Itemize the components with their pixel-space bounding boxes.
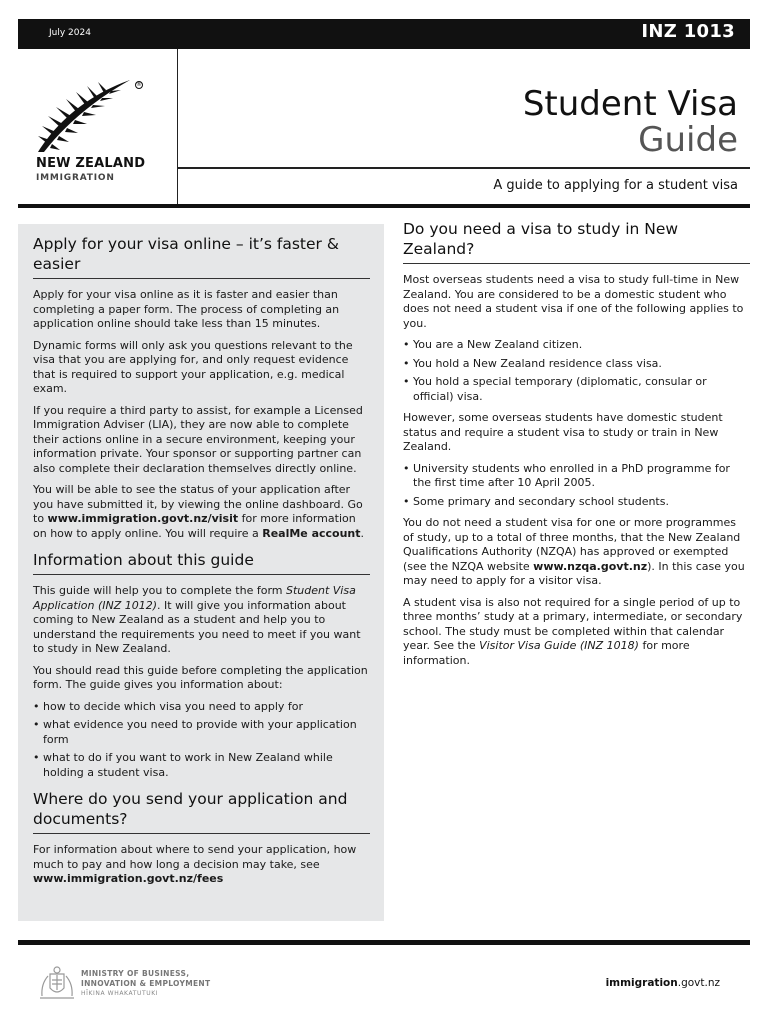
header-rule bbox=[18, 204, 750, 208]
apply-paragraph-2: Dynamic forms will only ask you questions relevant to the visa that you are applying for, and only request evidence that is required to support your application, e.g. medical exam. bbox=[33, 338, 353, 395]
coat-of-arms-icon bbox=[38, 966, 76, 1000]
list-item: • Some primary and secondary school students. bbox=[403, 494, 669, 508]
ministry-line-1: MINISTRY OF BUSINESS, bbox=[81, 969, 190, 978]
publication-date: July 2024 bbox=[49, 28, 91, 38]
vertical-divider bbox=[177, 49, 178, 205]
page-subtitle: A guide to applying for a student visa bbox=[493, 178, 738, 193]
fees-link[interactable]: www.immigration.govt.nz/fees bbox=[33, 872, 224, 885]
footer-url[interactable]: immigration.govt.nz bbox=[605, 977, 720, 989]
overseas-student-list bbox=[403, 462, 750, 510]
list-item: • what evidence you need to provide with your application form bbox=[33, 718, 357, 746]
top-bar bbox=[18, 19, 750, 49]
right-column bbox=[403, 219, 750, 675]
visit-link[interactable]: www.immigration.govt.nz/visit bbox=[47, 512, 239, 525]
need-visa-paragraph-1: Most overseas students need a visa to study full-time in New Zealand. You are considered to be a domestic student who does not need a student visa if one of the following applies to you. bbox=[403, 273, 744, 330]
send-paragraph: For information about where to send your application, how much to pay and how long a decision may take, see www.immigration.govt.nz/fees bbox=[33, 843, 357, 885]
apply-paragraph-4: You will be able to see the status of your application after you have submitted it, by viewing the online dashboard. Go to www.immigration.govt.nz/visit for more information on how to apply online. You will require a RealMe account. bbox=[33, 483, 365, 540]
guide-paragraph-1: This guide will help you to complete the form Student Visa Application (INZ 1012). It will give you information about coming to New Zealand as a student and help you to understand the requirements you need to meet if you want to study in New Zealand. bbox=[33, 584, 361, 655]
form-code: INZ 1013 bbox=[641, 21, 735, 42]
guide-info-heading: Information about this guide bbox=[33, 550, 370, 575]
list-item: • how to decide which visa you need to apply for bbox=[33, 699, 304, 713]
ministry-line-3: HĪKINA WHAKATUTUKI bbox=[81, 990, 159, 997]
logo-text-new-zealand: NEW ZEALAND bbox=[36, 156, 146, 171]
send-application-heading: Where do you send your application and documents? bbox=[33, 789, 370, 834]
title-divider bbox=[177, 167, 750, 169]
nz-immigration-logo bbox=[34, 78, 144, 188]
logo-text-immigration: IMMIGRATION bbox=[36, 173, 115, 183]
list-item: • what to do if you want to work in New Zealand while holding a student visa. bbox=[33, 751, 333, 779]
need-visa-paragraph-4: A student visa is also not required for a single period of up to three months’ study at a primary, intermediate, or secondary school. The study must be completed within that calendar year. See the Visitor Visa Guide (INZ 1018) for more information. bbox=[403, 595, 743, 667]
left-info-box bbox=[18, 224, 384, 921]
mbie-logo bbox=[38, 966, 238, 1002]
apply-online-heading: Apply for your visa online – it’s faster & easier bbox=[33, 234, 370, 279]
apply-paragraph-3: If you require a third party to assist, for example a Licensed Immigration Adviser (LIA), they are now able to complete their actions online in a secure environment, keeping your information private. Your sponsor or supporting partner can also complete their declaration themselves directly online. bbox=[33, 403, 363, 475]
list-item: • You hold a New Zealand residence class visa. bbox=[403, 356, 662, 370]
realme-link[interactable]: RealMe account bbox=[262, 526, 361, 540]
nzqa-link[interactable]: www.nzqa.govt.nz bbox=[533, 559, 648, 573]
list-item: • University students who enrolled in a PhD programme for the first time after 10 April 2005. bbox=[403, 461, 730, 489]
silver-fern-icon bbox=[34, 78, 134, 154]
footer-rule bbox=[18, 940, 750, 945]
need-visa-paragraph-3: You do not need a student visa for one or more programmes of study, up to a total of three months, that the New Zealand Qualifications Authority (NZQA) has approved or exempted (see the NZQA website www.nzqa.govt.nz). In this case you may need to apply for a visitor visa. bbox=[403, 516, 745, 587]
ministry-line-2: INNOVATION & EMPLOYMENT bbox=[81, 979, 211, 988]
guide-bullet-list bbox=[33, 700, 370, 781]
domestic-student-list bbox=[403, 338, 750, 404]
apply-paragraph-1: Apply for your visa online as it is faster and easier than completing a paper form. The process of completing an application online should take less than 15 minutes. bbox=[33, 288, 340, 330]
need-visa-paragraph-2: However, some overseas students have domestic student status and require a student visa to study or train in New Zealand. bbox=[403, 411, 723, 453]
list-item: • You are a New Zealand citizen. bbox=[403, 338, 583, 351]
registered-mark: ® bbox=[136, 81, 142, 88]
page-title: Student Visa bbox=[522, 84, 738, 124]
list-item: • You hold a special temporary (diplomatic, consular or official) visa. bbox=[403, 375, 707, 403]
guide-paragraph-2: You should read this guide before completing the application form. The guide gives you information about: bbox=[33, 663, 368, 691]
need-visa-heading: Do you need a visa to study in New Zealand? bbox=[403, 219, 750, 264]
page-title-guide: Guide bbox=[638, 120, 738, 160]
